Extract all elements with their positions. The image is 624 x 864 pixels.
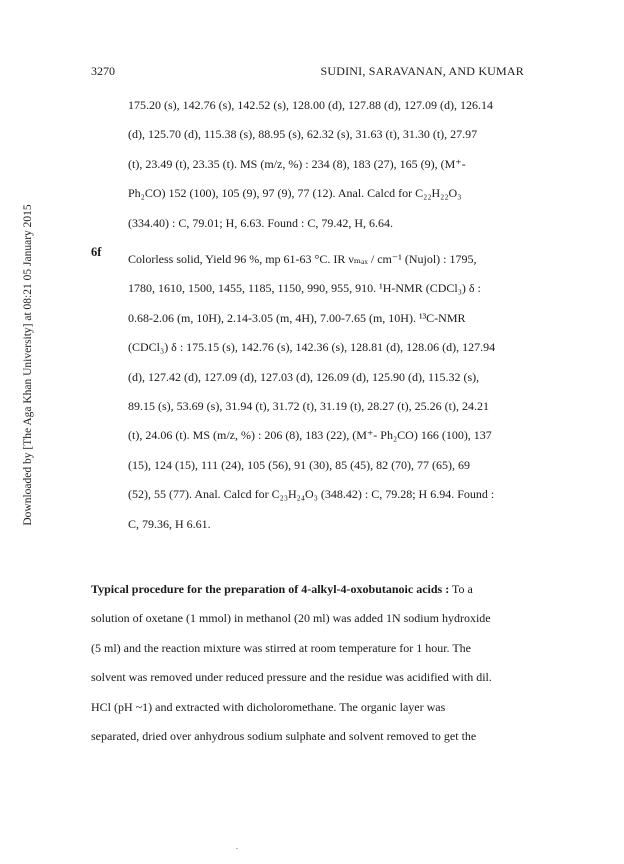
text-line: 89.15 (s), 53.69 (s), 31.94 (t), 31.72 (t), 31.19 (t), 28.27 (t), 25.26 (t), 24.21 (128, 398, 489, 413)
text-line: 1780, 1610, 1500, 1455, 1185, 1150, 990, 955, 910. ¹H-NMR (CDCl₃) δ : (128, 281, 481, 296)
typical-procedure (91, 575, 526, 751)
text-line: (5 ml) and the reaction mixture was stirred at room temperature for 1 hour. The (91, 640, 471, 655)
text-line: Ph₂CO) 152 (100), 105 (9), 97 (9), 77 (12). Anal. Calcd for C₂₂H₂₂O₃ (128, 186, 462, 201)
text-line: (52), 55 (77). Anal. Calcd for C₂₃H₂₄O₃ (348.42) : C, 79.28; H 6.94. Found : (128, 487, 495, 502)
text-line: (t), 23.49 (t), 23.35 (t). MS (m/z, %) : 234 (8), 183 (27), 165 (9), (M⁺- (128, 156, 466, 171)
procedure-heading: Typical procedure for the preparation of 4-alkyl-4-oxobutanoic acids : (91, 582, 450, 596)
text-line: (d), 127.42 (d), 127.09 (d), 127.03 (d), 126.09 (d), 125.90 (d), 115.32 (s), (128, 369, 480, 384)
procedure-first-line-text: To a (449, 582, 473, 596)
text-line: (334.40) : C, 79.01; H, 6.63. Found : C, 79.42, H, 6.64. (128, 215, 394, 230)
compound-label: 6f (91, 245, 102, 259)
text-line: C, 79.36, H 6.61. (128, 516, 211, 531)
text-line: separated, dried over anhydrous sodium sulphate and solvent removed to get the (91, 728, 477, 743)
running-head: SUDINI, SARAVANAN, AND KUMAR (320, 64, 524, 78)
text-line: (d), 125.70 (d), 115.38 (s), 88.95 (s), 62.32 (s), 31.63 (t), 31.30 (t), 27.97 (128, 127, 478, 142)
text-line: solution of oxetane (1 mmol) in methanol (20 ml) was added 1N sodium hydroxide (91, 611, 491, 626)
page-header (91, 64, 524, 80)
text-line: (CDCl₃) δ : 175.15 (s), 142.76 (s), 142.36 (s), 128.81 (d), 128.06 (d), 127.94 (128, 340, 496, 355)
download-watermark (18, 150, 38, 580)
text-line: (t), 24.06 (t). MS (m/z, %) : 206 (8), 183 (22), (M⁺- Ph₂CO) 166 (100), 137 (128, 428, 492, 443)
text-line: solvent was removed under reduced pressure and the residue was acidified with dil. (91, 670, 492, 685)
page-number: 3270 (91, 64, 115, 78)
text-line: 175.20 (s), 142.76 (s), 142.52 (s), 128.00 (d), 127.88 (d), 127.09 (d), 126.14 (128, 98, 493, 112)
text-line: 0.68-2.06 (m, 10H), 2.14-3.05 (m, 4H), 7.00-7.65 (m, 10H). ¹³C-NMR (128, 310, 466, 325)
download-watermark-text: Downloaded by [The Aga Khan University] at 08:21 05 January 2015 (22, 204, 34, 526)
procedure-first-line (91, 575, 526, 604)
text-line: HCl (pH ~1) and extracted with dicholoromethane. The organic layer was (91, 699, 446, 714)
compound-6f-data (128, 245, 526, 539)
scan-speck (236, 848, 238, 849)
text-line: (15), 124 (15), 111 (24), 105 (56), 91 (30), 85 (45), 82 (70), 77 (65), 69 (128, 457, 471, 472)
text-line: Colorless solid, Yield 96 %, mp 61-63 °C. IR νₘₐₓ / cm⁻¹ (Nujol) : 1795, (128, 252, 477, 266)
spectral-data-continued (128, 91, 524, 238)
